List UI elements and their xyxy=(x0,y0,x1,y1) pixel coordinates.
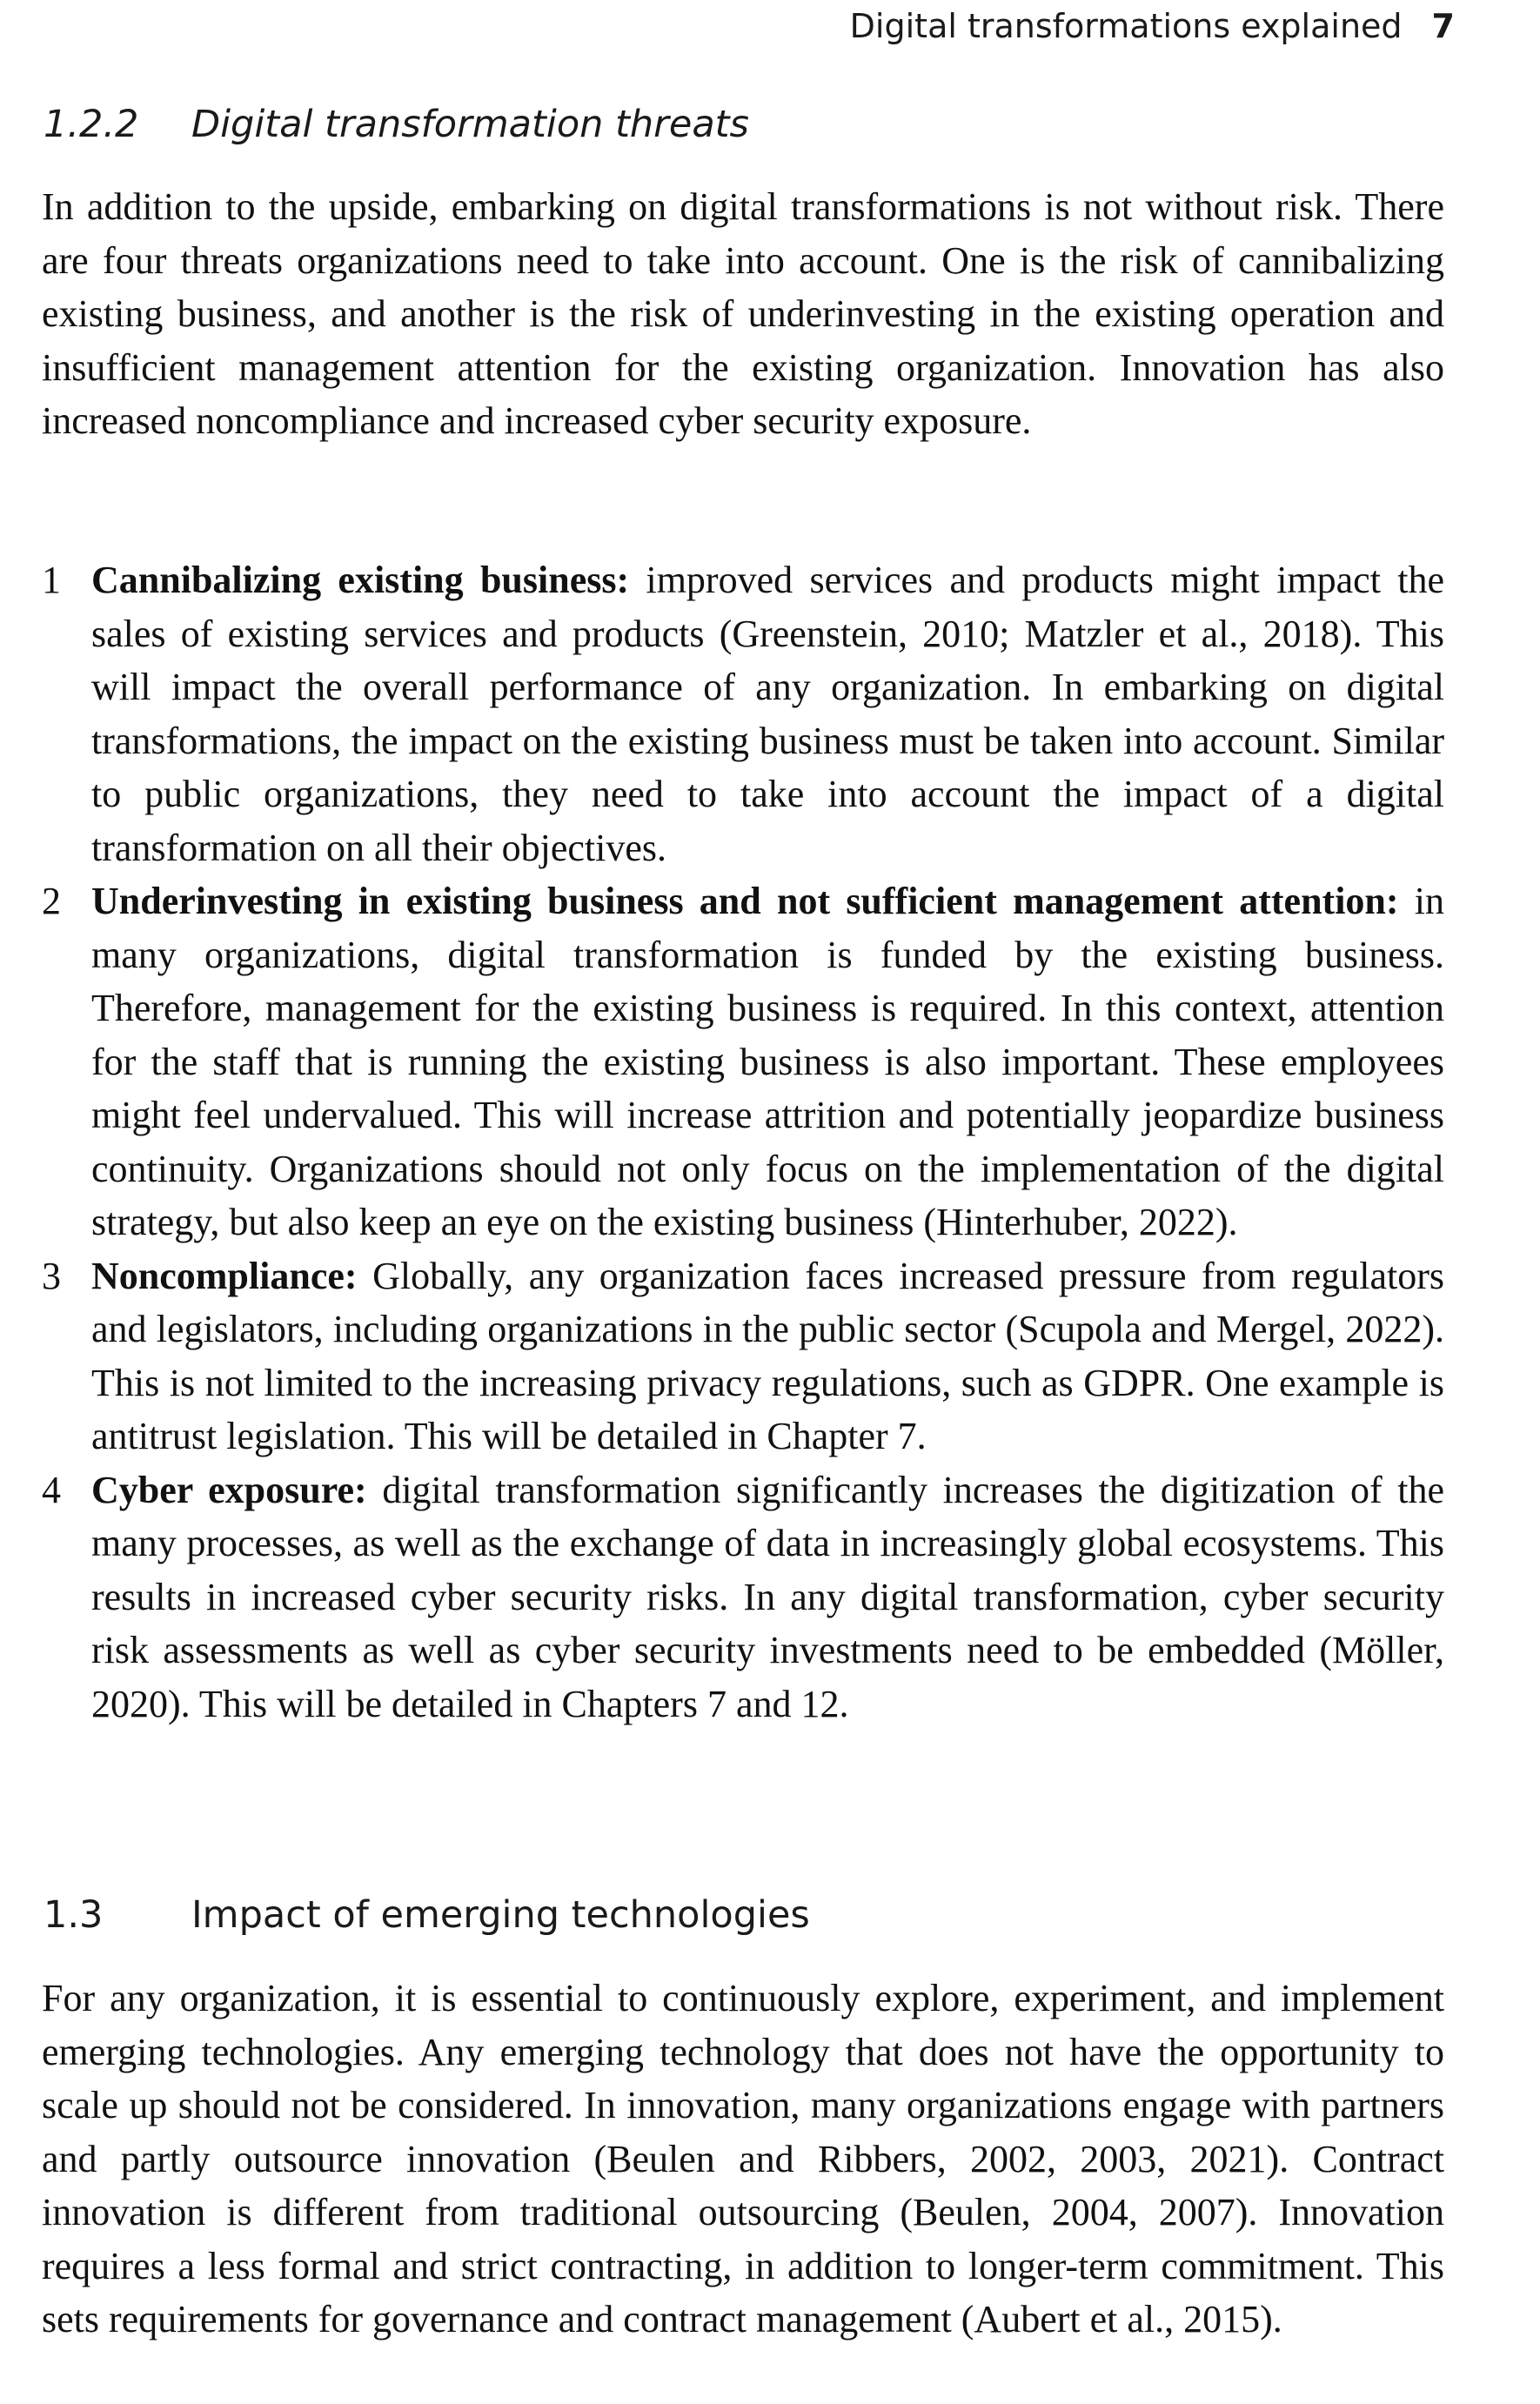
section-number: 1.3 xyxy=(44,1893,104,1937)
subsection-heading xyxy=(44,103,749,146)
threat-title: Cyber exposure: xyxy=(91,1468,367,1511)
threat-number: 2 xyxy=(42,880,61,922)
threat-number: 4 xyxy=(42,1468,61,1511)
threat-text: in many organizations, digital transformation is funded by the existing business. Therefore, management for the existing business is required. In this context, attention for the staff that is running the existing business is also important. These employees might feel undervalued. This will increase attrition and potentially jeopardize business continuity. Organizations should not only focus on the implementation of the digital strategy, but also keep an eye on the existing business (Hinterhuber, 2022). xyxy=(91,880,1445,1243)
threat-text: Globally, any organization faces increased pressure from regulators and legislators, including organizations in the public sector (Scupola and Mergel, 2022). This is not limited to the increasing privacy regulations, such as GDPR. One example is antitrust legislation. This will be detailed in Chapter 7. xyxy=(91,1254,1445,1457)
section-heading xyxy=(44,1893,810,1937)
threat-number: 1 xyxy=(42,559,61,601)
threat-text: digital transformation significantly increases the digitization of the many processes, as well as the exchange of data in increasingly global ecosystems. This results in increased cyber security risks. In any digital transformation, cyber security risk assessments as well as cyber security investments need to be embedded (Möller, 2020). This will be detailed in Chapters 7 and 12. xyxy=(91,1468,1445,1725)
threat-text: improved services and products might impact the sales of existing services and products (Greenstein, 2010; Matzler et al., 2018). This will impact the overall performance of any organization. In embarking on digital transformations, the impact on the existing business must be taken into account. Similar to public organizations, they need to take into account the impact of a digital transformation on all their objectives. xyxy=(91,559,1445,869)
running-head xyxy=(850,7,1455,45)
subsection-number: 1.2.2 xyxy=(44,103,139,146)
section-title: Impact of emerging technologies xyxy=(191,1893,810,1937)
closing-paragraph: For any organization, it is essential to continuously explore, experiment, and implement emerging technologies. Any emerging technology that does not have the opportunity to scale up should not be considered. In innovation, many organizations engage with partners and partly outsource innovation (Beulen and Ribbers, 2002, 2003, 2021). Contract innovation is different from traditional outsourcing (Beulen, 2004, 2007). Innovation requires a less formal and strict contracting, in addition to longer-term commitment. This sets requirements for governance and contract management (Aubert et al., 2015). xyxy=(42,1977,1444,2340)
running-head-title: Digital transformations explained xyxy=(849,7,1403,45)
page-number: 7 xyxy=(1431,7,1455,45)
threat-item xyxy=(42,1463,1444,1731)
subsection-title: Digital transformation threats xyxy=(191,103,749,146)
threat-title: Noncompliance: xyxy=(91,1254,358,1297)
threat-item xyxy=(42,874,1444,1249)
threat-list xyxy=(42,553,1444,1731)
threat-number: 3 xyxy=(42,1254,61,1297)
threat-item xyxy=(42,1249,1444,1463)
threat-title: Cannibalizing existing business: xyxy=(91,559,630,601)
threat-item xyxy=(42,553,1444,874)
intro-paragraph: In addition to the upside, embarking on digital transformations is not without risk. There are four threats organizations need to take into account. One is the risk of cannibalizing existing business, and another is the risk of underinvesting in the existing operation and insufficient management attention for the existing organization. Innovation has also increased noncompliance and increased cyber security exposure. xyxy=(42,185,1444,442)
threat-title: Underinvesting in existing business and not sufficient management attention: xyxy=(91,880,1399,922)
